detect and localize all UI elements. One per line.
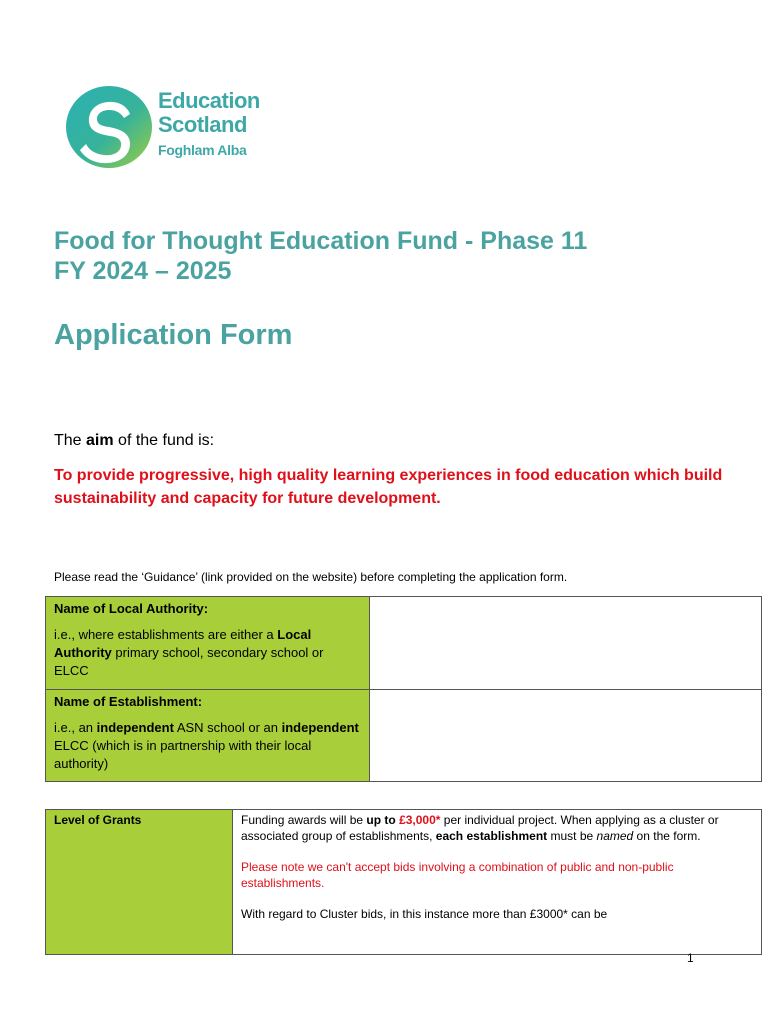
guidance-note: Please read the ‘Guidance’ (link provided on the website) before completing the application form. bbox=[54, 570, 568, 584]
hint-bold: Local Authority bbox=[54, 627, 312, 660]
hint-text: i.e., an bbox=[54, 720, 97, 735]
grants-bold: each establishment bbox=[435, 829, 548, 843]
local-authority-label: Name of Local Authority: bbox=[54, 601, 209, 616]
hint-bold: independent bbox=[96, 720, 174, 735]
establishment-input[interactable] bbox=[370, 690, 762, 782]
page-number: 1 bbox=[687, 951, 694, 965]
hint-bold: independent bbox=[281, 720, 359, 735]
grants-table bbox=[45, 809, 762, 955]
logo-line-1: Education bbox=[158, 88, 260, 113]
title-line-1: Food for Thought Education Fund - Phase 11 bbox=[54, 227, 588, 255]
hint-text: primary school, secondary school or ELCC bbox=[54, 645, 324, 678]
title-line-2: FY 2024 – 2025 bbox=[54, 257, 232, 285]
logo-line-3: Foghlam Alba bbox=[158, 142, 247, 158]
grants-paragraph-2: Please note we can't accept bids involving a combination of public and non-public establishments. bbox=[241, 860, 674, 890]
establishment-hint bbox=[54, 719, 361, 773]
hint-text: ASN school or an bbox=[173, 720, 282, 735]
grants-text: must be bbox=[547, 829, 597, 843]
grants-content bbox=[233, 810, 762, 955]
document-subtitle: Application Form bbox=[54, 319, 293, 351]
grants-amount: £3,000* bbox=[399, 813, 441, 827]
aim-intro bbox=[54, 432, 214, 450]
grants-row bbox=[46, 810, 762, 955]
logo-wordmark bbox=[158, 89, 260, 160]
logo-line-2: Scotland bbox=[158, 112, 247, 137]
hint-text: i.e., where establishments are either a bbox=[54, 627, 278, 642]
establishment-label-cell bbox=[46, 690, 370, 782]
aim-bold: aim bbox=[86, 432, 114, 449]
local-authority-input[interactable] bbox=[370, 597, 762, 690]
establishment-label: Name of Establishment: bbox=[54, 694, 203, 709]
grants-paragraph-3: With regard to Cluster bids, in this instance more than £3000* can be bbox=[241, 907, 608, 921]
aim-statement: To provide progressive, high quality learning experiences in food education which build sustainability and capacity for future development. bbox=[54, 467, 723, 507]
aim-suffix: of the fund is: bbox=[113, 432, 215, 449]
grants-text: on the form. bbox=[633, 829, 701, 843]
hint-text: ELCC (which is in partnership with their local authority) bbox=[54, 738, 312, 771]
local-authority-row bbox=[46, 597, 762, 690]
aim-prefix: The bbox=[54, 432, 87, 449]
grants-label: Level of Grants bbox=[46, 810, 233, 955]
grants-paragraph-1 bbox=[241, 812, 753, 844]
grants-italic: named bbox=[596, 829, 634, 843]
grants-text: per individual project. When applying as a cluster or associated group of establishments, bbox=[241, 813, 719, 843]
local-authority-label-cell bbox=[46, 597, 370, 690]
local-authority-hint bbox=[54, 626, 361, 680]
establishment-row bbox=[46, 690, 762, 782]
grants-bold: up to bbox=[366, 813, 400, 827]
document-title bbox=[54, 226, 587, 286]
grants-text: Funding awards will be bbox=[241, 813, 367, 827]
details-table bbox=[45, 596, 762, 782]
